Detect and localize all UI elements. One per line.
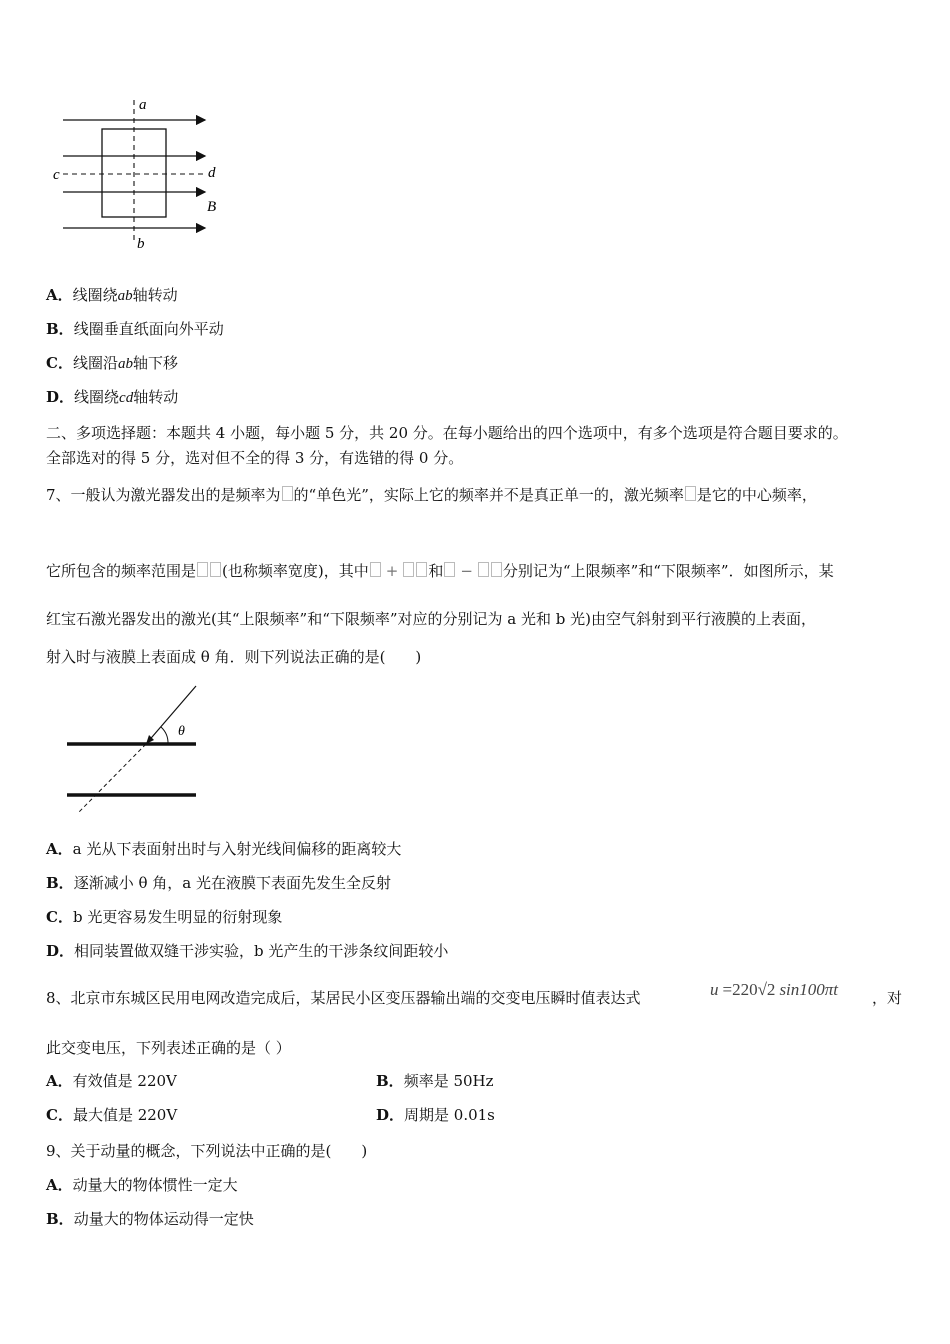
label-b: b (137, 236, 145, 252)
q7-line2: 它所包含的频率范围是 (也称频率宽度)，其中 + 和 − 分别记为“上限频率”和“下限频率”．如图所示，某 (46, 562, 834, 580)
theta-label: θ (178, 724, 185, 739)
liquid-film-figure (60, 682, 220, 817)
refracted-ray-dashed (78, 744, 146, 813)
option-letter: A． (46, 286, 73, 304)
plus-sign: + (385, 562, 399, 580)
option-letter: D． (46, 388, 75, 406)
option-b: B．线圈垂直纸面向外平动 (46, 320, 224, 338)
q7-line3: 红宝石激光器发出的激光(其“上限频率”和“下限频率”对应的分别记为 a 光和 b 光)由空气斜射到平行液膜的上表面， (46, 610, 816, 628)
q7-option-c: C．b 光更容易发生明显的衍射现象 (46, 908, 283, 926)
symbol-placeholder (370, 562, 381, 577)
q8-line1-end: ，对 (872, 989, 903, 1007)
q7-line1: 7、一般认为激光器发出的是频率为 的“单色光”，实际上它的频率并不是真正单一的，激光频率 是它的中心频率， (46, 486, 817, 504)
label-a: a (139, 97, 147, 113)
minus-sign: − (460, 562, 473, 580)
incident-ray (146, 686, 196, 744)
symbol-placeholder (478, 562, 489, 577)
symbol-placeholder (197, 562, 208, 577)
label-c: c (53, 167, 60, 183)
section-header-line1: 二、多项选择题：本题共 4 小题，每小题 5 分，共 20 分。在每小题给出的四个选项中，有多个选项是符合题目要求的。 (46, 424, 848, 442)
symbol-placeholder (416, 562, 427, 577)
option-d: D．线圈绕cd轴转动 (46, 388, 179, 406)
q7-option-b: B．逐渐减小 θ 角，a 光在液膜下表面先发生全反射 (46, 874, 391, 892)
symbol-placeholder (210, 562, 221, 577)
q8-option-a: A．有效值是 220V (46, 1072, 177, 1090)
option-letter: C． (46, 354, 73, 372)
q9-option-a: A．动量大的物体惯性一定大 (46, 1176, 238, 1194)
symbol-placeholder (444, 562, 455, 577)
q8-line1: 8、北京市东城区民用电网改造完成后，某居民小区变压器输出端的交变电压瞬时值表达式 (46, 989, 641, 1007)
q9-line1: 9、关于动量的概念，下列说法中正确的是( ) (46, 1142, 368, 1160)
q7-line4: 射入时与液膜上表面成 θ 角．则下列说法正确的是( ) (46, 648, 422, 666)
symbol-placeholder (403, 562, 414, 577)
q7-option-d: D．相同装置做双缝干涉实验，b 光产生的干涉条纹间距较小 (46, 942, 449, 960)
theta-arc (161, 727, 168, 744)
q7-option-a: A．a 光从下表面射出时与入射光线间偏移的距离较大 (46, 840, 402, 858)
voltage-formula: u =220√2 sin100πt (710, 980, 839, 999)
option-a: A．线圈绕ab轴转动 (46, 286, 178, 304)
q8-option-b: B．频率是 50Hz (376, 1072, 494, 1090)
label-d: d (208, 165, 216, 181)
symbol-placeholder (685, 486, 696, 501)
section-header-line2: 全部选对的得 5 分，选对但不全的得 3 分，有选错的得 0 分。 (46, 449, 464, 467)
symbol-placeholder (491, 562, 502, 577)
q8-option-c: C．最大值是 220V (46, 1106, 178, 1124)
label-B: B (207, 199, 217, 215)
symbol-placeholder (282, 486, 293, 501)
q8-option-d: D．周期是 0.01s (376, 1106, 495, 1124)
coil-field-figure (55, 95, 245, 255)
option-letter: B． (46, 320, 74, 338)
q8-line2: 此交变电压，下列表述正确的是（ ） (46, 1039, 291, 1057)
q9-option-b: B．动量大的物体运动得一定快 (46, 1210, 254, 1228)
option-c: C．线圈沿ab轴下移 (46, 354, 178, 372)
